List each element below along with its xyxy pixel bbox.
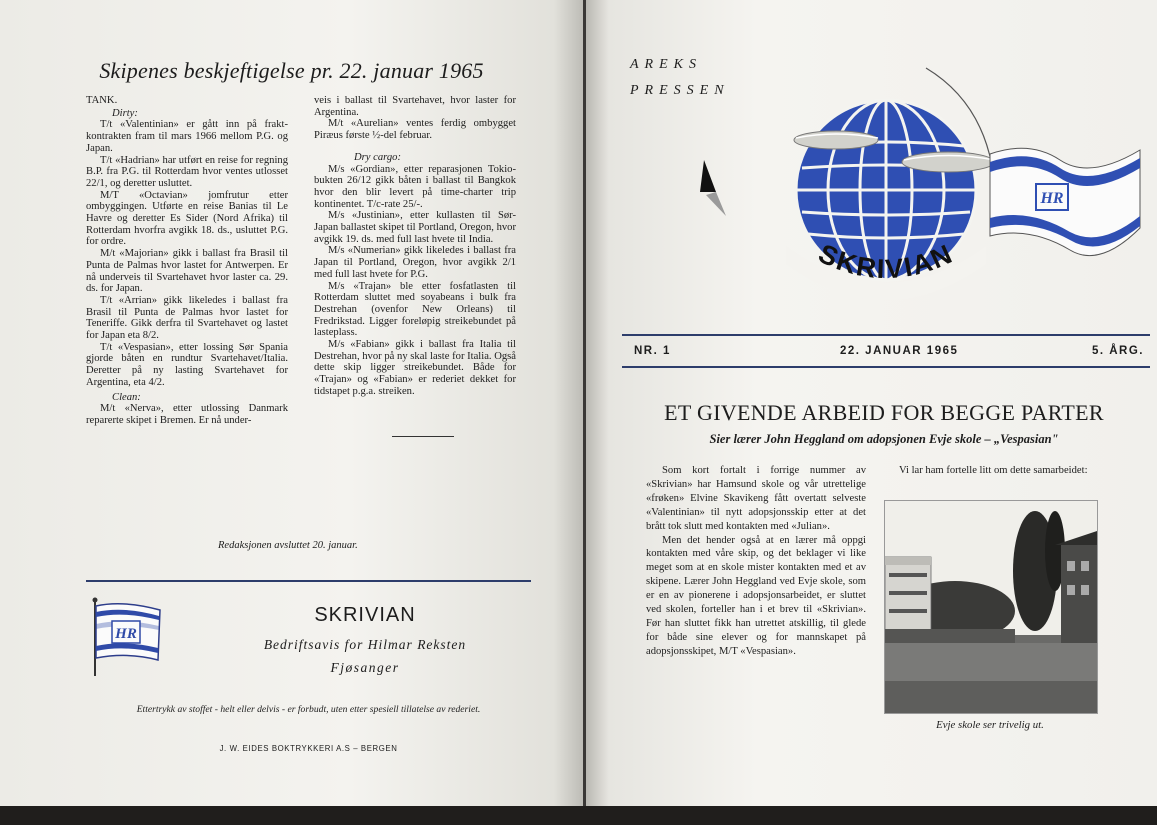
paragraph: T/t «Vespasian», etter lossing Sør Spania gjorde båten en rundtur Svartehavet/Italia. Deretter på ny lasting Svartehavet for Argentina, eta 4/2. — [86, 341, 288, 388]
label-dry-cargo: Dry cargo: — [354, 151, 401, 163]
svg-text:HR: HR — [115, 626, 137, 642]
article-column-1 — [646, 464, 866, 659]
printer-credit: J. W. EIDES BOKTRYKKERI A.S – BERGEN — [219, 744, 398, 753]
paragraph: M/s «Fabian» gikk i ballast fra Italia til Destrehan, hvor på ny skal laste for Italia. Også dette skip ligger streikebundet. Både for «Trajan» og «Fabian» er rederiet dekket for tidstapet p.g.a. streiken. — [314, 339, 516, 397]
article-title: ET GIVENDE ARBEID FOR BEGGE PARTER — [664, 400, 1104, 425]
paragraph: M/t «Majorian» gikk i ballast fra Brasil til Punta de Palmas hvor lastet for Antwerpen. Er nå underveis til Svartehavet hvor laster ca. 29. ds. for Japan. — [86, 248, 288, 295]
paragraph: M/s «Trajan» ble etter fosfatlasten til Rotterdam sluttet med soyabeans i bulk fra Destrehan (ovenfor New Orleans) til Fredrikstad. Ligger foreløpig streikebundet på lasteplass. — [314, 280, 516, 339]
issue-year: 5. ÅRG. — [1091, 345, 1144, 357]
column-1 — [86, 95, 288, 427]
paragraph: M/t «Nerva», etter utlossing Danmark reparerte skipet i Bremen. Er nå under- — [86, 403, 288, 426]
school-photo — [884, 500, 1098, 714]
article-column-2 — [883, 464, 1097, 478]
section-heading-tank: TANK. — [86, 95, 118, 106]
paragraph: M/s «Justinian», etter kullasten til Sør-Japan ballastet skipet til Portland, Oregon, hvor avgikk 19. ds. med full last hvete til India. — [314, 210, 516, 245]
svg-text:SKRIVIAN: SKRIVIAN — [814, 238, 958, 285]
end-divider — [392, 436, 454, 437]
column-2 — [314, 95, 516, 398]
paragraph: Vi lar ham fortelle litt om dette samarbeidet: — [899, 465, 1088, 476]
copyright-notice: Ettertrykk av stoffet - helt eller delvis - er forbudt, uten etter spesiell tillatelse av rederiet. — [136, 704, 481, 715]
paragraph-continued: veis i ballast til Svartehavet, hvor laster for Argentina. — [314, 95, 516, 118]
paragraph: T/t «Hadrian» har utført en reise for regning B.P. fra P.G. til Rotterdam hvor ventes utlosset 22/1, og deretter usluttet. — [86, 154, 288, 189]
paragraph: M/s «Gordian», etter reparasjonen Tokio-bukten 26/12 gikk båten i ballast til Bangkok hvor den blir levert på time-charter trip kontinentet. T/c-rate 25/-. — [314, 163, 516, 210]
issue-number: NR. 1 — [634, 345, 671, 357]
label-dirty: Dirty: — [112, 107, 138, 119]
label-clean: Clean: — [112, 391, 141, 403]
divider — [86, 580, 531, 582]
issue-date: 22. JANUAR 1965 — [840, 345, 959, 357]
paragraph: M/s «Numerian» gikk likeledes i ballast fra Japan til Portland, Oregon, hvor avgikk 2/1 med full last hvete for P.G. — [314, 245, 516, 280]
flag-icon — [88, 596, 166, 678]
paragraph: M/t «Aurelian» ventes ferdig ombygget Piræus første ½-del februar. — [314, 118, 516, 142]
press-line-1: AREKS — [630, 57, 702, 72]
masthead-name: SKRIVIAN — [314, 604, 416, 626]
page-title: Skipenes beskjeftigelse pr. 22. januar 1965 — [99, 58, 484, 83]
editorial-note: Redaksjonen avsluttet 20. januar. — [218, 540, 358, 551]
masthead-subtitle: Bedriftsavis for Hilmar Reksten — [263, 637, 467, 652]
svg-text:HR: HR — [1040, 190, 1064, 207]
article-subtitle: Sier lærer John Heggland om adopsjonen Evje skole – „Vespasian" — [709, 432, 1059, 446]
globe-logo-icon — [686, 50, 1156, 310]
issue-bar — [622, 334, 1150, 368]
paragraph: Men det hender også at en lærer må oppgi kontakten med våre skip, og det beklager vi like meget som at en skole mister kontakten med et av skipene. Lærer John Heggland ved Evje skole, som er en av pionerene i adopsjonsarbeidet, er sluttet ved skolen, forteller han i et brev til «Skrivian». Før han sluttet fikk han utrettet atskillig, til glede for både sine elever og for mannskapet på adopsjonsskipet, M/T «Vespasian». — [646, 534, 866, 657]
paragraph: Som kort fortalt i forrige nummer av «Skrivian» har Hamsund skole og vår utrettelige «frøken» Elvine Skavikeng fått overtatt selveste «Valentinian» til nytt adopsjonsskip etter at det brått tok slutt med kontakten med «Julian». — [646, 465, 866, 532]
paragraph: T/t «Valentinian» er gått inn på frakt-kontrakten fram til mars 1966 mellom P.G. og Japan. — [86, 119, 288, 154]
paragraph: M/T «Octavian» jomfrutur etter ombyggingen. Utførte en reise Banias til Le Havre og deretter Es Sider (Nord Afrika) til Rotterdam hvorfra avgikk 18. ds., usluttet P.G. for ordre. — [86, 189, 288, 248]
paragraph: T/t «Arrian» gikk likeledes i ballast fra Brasil til Punta de Palmas hvor lastet for Teneriffe. Gikk derfra til Svartehavet og lastet for Japan eta 8/2. — [86, 294, 288, 342]
scan-edge — [0, 806, 1157, 825]
press-line-2: PRESSEN — [630, 83, 730, 98]
photo-caption: Evje skole ser trivelig ut. — [936, 719, 1044, 731]
right-page — [586, 0, 1157, 825]
masthead-place: Fjøsanger — [330, 660, 400, 675]
